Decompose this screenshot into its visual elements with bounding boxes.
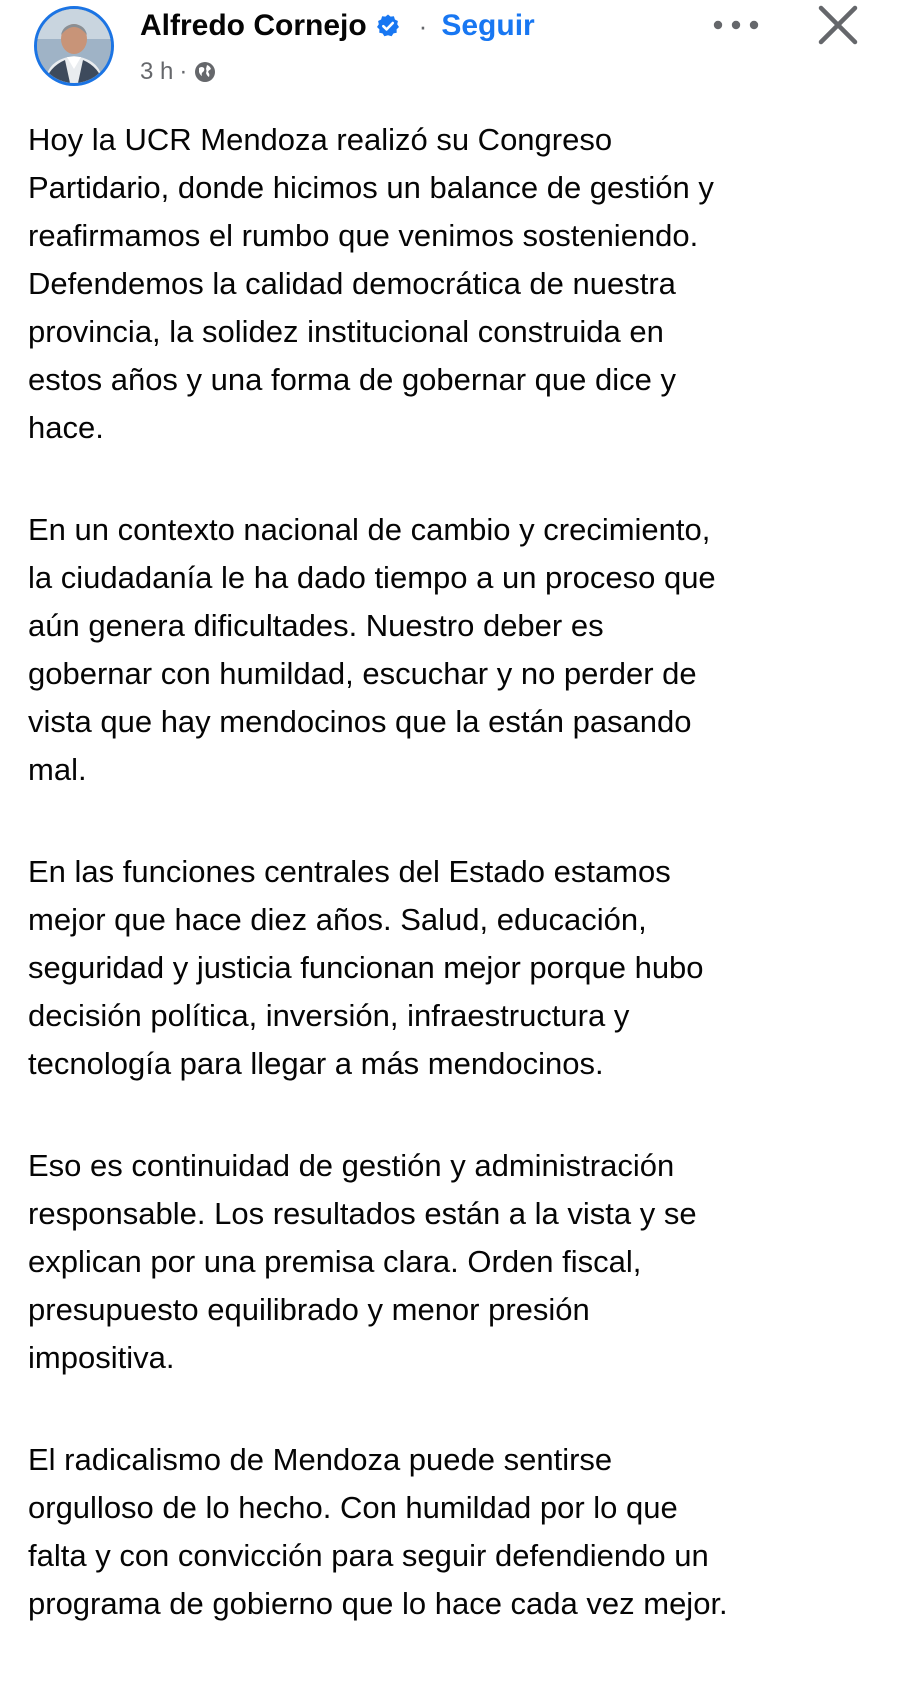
author-row xyxy=(140,4,535,48)
post-paragraph: El radicalismo de Mendoza puede sentirse orgulloso de lo hecho. Con humildad por lo que falta y con convicción para seguir defendiendo un programa de gobierno que lo hace cada vez mejor. xyxy=(28,1442,728,1621)
follow-button[interactable]: Seguir xyxy=(441,9,535,42)
post-paragraph: En las funciones centrales del Estado estamos mejor que hace diez años. Salud, educación, seguridad y justicia funcionan mejor porque hubo decisión política, inversión, infraestructura y tecnología para llegar a más mendocinos. xyxy=(28,854,704,1081)
post-paragraph: Hoy la UCR Mendoza realizó su Congreso Partidario, donde hicimos un balance de gestión y reafirmamos el rumbo que venimos sosteniendo. Defendemos la calidad democrática de nuestra provincia, la solidez institucional construida en estos años y una forma de gobernar que dice y hace. xyxy=(28,122,714,445)
close-button[interactable] xyxy=(810,0,866,50)
author-avatar[interactable] xyxy=(34,6,114,86)
more-options-button[interactable] xyxy=(706,8,766,42)
post-meta xyxy=(140,56,217,88)
globe-icon xyxy=(193,60,217,84)
post-body xyxy=(28,116,888,1682)
post-paragraph: En un contexto nacional de cambio y crecimiento, la ciudadanía le ha dado tiempo a un proceso que aún genera dificultades. Nuestro deber es gobernar con humildad, escuchar y no perder de vista que hay mendocinos que la están pasando mal. xyxy=(28,512,716,787)
author-name[interactable]: Alfredo Cornejo xyxy=(140,9,367,42)
more-options-icon xyxy=(711,19,761,31)
meta-separator: · xyxy=(179,58,188,85)
post-timestamp[interactable]: 3 h xyxy=(140,58,174,85)
post-header xyxy=(0,0,899,100)
verified-badge-icon xyxy=(375,13,401,39)
header-separator: · xyxy=(418,10,428,41)
avatar-portrait-icon xyxy=(37,9,111,83)
close-icon xyxy=(817,4,859,46)
post-paragraph: Eso es continuidad de gestión y administración responsable. Los resultados están a la vista y se explican por una premisa clara. Orden fiscal, presupuesto equilibrado y menor presión impositiva. xyxy=(28,1148,697,1375)
